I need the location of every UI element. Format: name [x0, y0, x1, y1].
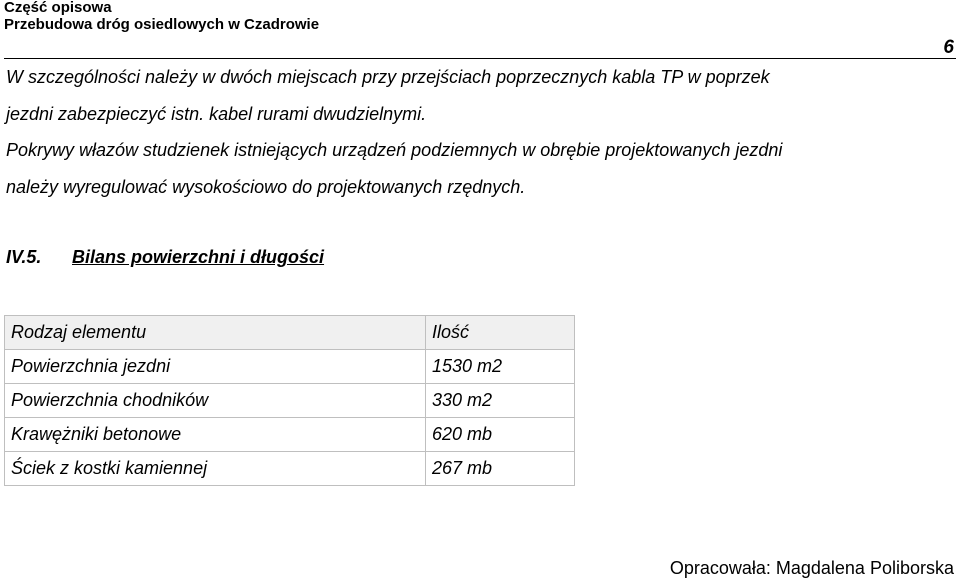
- page-number: 6: [943, 37, 954, 58]
- section-number: IV.5.: [6, 247, 42, 267]
- section-heading: [6, 247, 324, 267]
- table-cell: 330 m2: [426, 384, 575, 418]
- header-project-title: Przebudowa dróg osiedlowych w Czadrowie: [4, 16, 320, 33]
- paragraph-line: należy wyregulować wysokościowo do projektowanych rzędnych.: [6, 177, 526, 197]
- header-divider: [4, 58, 956, 59]
- table-row: [5, 452, 575, 486]
- table-header-cell: Rodzaj elementu: [5, 316, 426, 350]
- table-row: [5, 418, 575, 452]
- table-cell: Ściek z kostki kamiennej: [5, 452, 426, 486]
- header-section-label: Część opisowa: [4, 0, 112, 16]
- table-header-cell: Ilość: [426, 316, 575, 350]
- table-cell: 267 mb: [426, 452, 575, 486]
- paragraph-line: jezdni zabezpieczyć istn. kabel rurami dwudzielnymi.: [6, 104, 427, 124]
- table-cell: Powierzchnia jezdni: [5, 350, 426, 384]
- table-cell: 1530 m2: [426, 350, 575, 384]
- author-signature: Opracowała: Magdalena Poliborska: [669, 558, 954, 578]
- section-title: Bilans powierzchni i długości: [72, 247, 325, 267]
- paragraph-line: Pokrywy włazów studzienek istniejących urządzeń podziemnych w obrębie projektowanych jezdni: [6, 140, 783, 160]
- table-row: [5, 384, 575, 418]
- table-cell: Krawężniki betonowe: [5, 418, 426, 452]
- balance-table: [4, 315, 575, 486]
- paragraph-line: W szczególności należy w dwóch miejscach przy przejściach poprzecznych kabla TP w poprzek: [6, 67, 770, 87]
- table-cell: Powierzchnia chodników: [5, 384, 426, 418]
- table-header-row: [5, 316, 575, 350]
- table-row: [5, 350, 575, 384]
- table-cell: 620 mb: [426, 418, 575, 452]
